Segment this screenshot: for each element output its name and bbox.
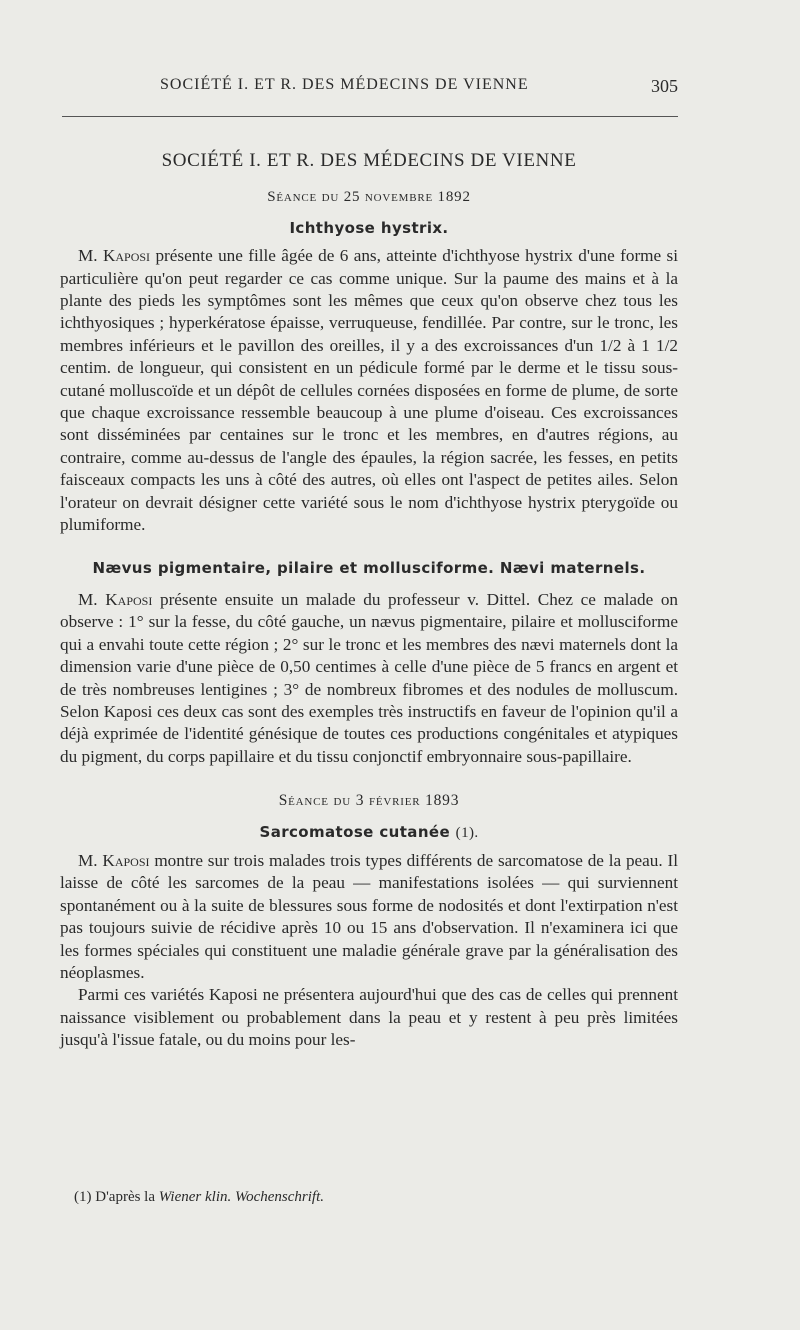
author-prefix: M. <box>78 589 98 609</box>
section-title-ichthyose: Ichthyose hystrix. <box>289 218 449 237</box>
session-date-1 <box>60 186 678 208</box>
main-content <box>60 150 678 1052</box>
session-month: février <box>368 792 421 810</box>
paragraph-text: présente ensuite un malade du professeur v. Dittel. Chez ce malade on observe : 1° sur la fesse, du côté gauche, un nævus pigmentaire, pilaire et mollusciforme qui a envahi toute cette région ; 2° sur le tronc et les membres des nævi maternels dont la dimension varie d'une pièce de 0,50 centimes à celle d'une pièce de 5 francs en argent et de très nombreuses lentigines ; 3° de nombreux fibromes et des nodules de molluscum. Selon Kaposi ces deux cas sont des exemples très instructifs en faveur de l'opinion qu'il a déjà exprimée de l'identité génésique de toutes ces productions congénitales et atypiques du pigment, du corps papillaire et du tissu conjonctif embryonnaire sous-papillaire. <box>60 589 679 766</box>
footnote-prefix: D'après la <box>95 1189 156 1205</box>
header-rule <box>62 116 678 117</box>
session-date-2 <box>60 790 678 812</box>
paragraph-text: présente une fille âgée de 6 ans, atteinte d'ichthyose hystrix d'une forme si particulière qu'on peut regarder ce cas comme unique. Sur la paume des mains et à la plante des pieds les symptômes sont les mêmes que ceux qu'on observe chez tous les ichthyosiques ; hyperkératose épaisse, verruqueuse, fendillée. Par contre, sur le tronc, les membres inférieurs et le pavillon des oreilles, il y a des excroissances d'un 1/2 à 1 1/2 centim. de longueur, qui consistent en un pédicule formé par le derme et le tissu sous-cutané molluscoïde et un dépôt de cellules cornées disposées en forme de plume, de sorte que chaque excroissance ressemble beaucoup à une plume d'oiseau. Ces excroissances sont disséminées par centaines sur le tronc et les membres, en d'autres régions, au contraire, comme au-dessus de l'angle des épaules, la région sacrée, les fesses, en petits faisceaux compacts les uns à côté des autres, où elles ont l'aspect de petites ailes. Selon l'orateur on devrait désigner cette variété sous le nom d'ichthyose hystrix pterygoïde ou plumiforme. <box>60 246 679 535</box>
footnote-reference: (1). <box>455 824 479 841</box>
session-day: 25 <box>343 189 361 206</box>
session-month: novembre <box>364 189 433 206</box>
session-year: 1893 <box>425 792 460 810</box>
section-title-sarcomatose <box>60 821 678 844</box>
footnote-number: (1) <box>74 1189 92 1205</box>
footnote <box>74 1189 674 1206</box>
spacer <box>60 768 678 790</box>
session-du: du <box>333 792 351 810</box>
running-title: SOCIÉTÉ I. ET R. DES MÉDECINS DE VIENNE <box>160 76 529 93</box>
paragraph-sarcomatose <box>60 850 678 984</box>
paragraph-naevus <box>60 589 678 768</box>
session-year: 1892 <box>437 189 471 206</box>
page-number: 305 <box>651 76 678 96</box>
spacer <box>60 537 678 557</box>
session-day: 3 <box>355 792 365 810</box>
author-name: Kaposi <box>105 589 153 609</box>
paragraph-ichthyose <box>60 245 678 536</box>
author-prefix: M. <box>78 246 98 266</box>
paragraph-varietes: Parmi ces variétés Kaposi ne présentera aujourd'hui que des cas de celles qui prennent naissance visiblement ou probablement dans la peau et y restent à peu près limitées jusqu'à l'issue fatale, ou du moins pour les- <box>60 985 678 1050</box>
running-head <box>60 76 678 104</box>
author-prefix: M. <box>78 850 98 870</box>
paragraph-text: montre sur trois malades trois types différents de sarcomatose de la peau. Il laisse de côté les sarcomes de la peau — manifestations isolées — qui surviennent spontanément ou à la suite de blessures sous forme de nodosités et dont l'extirpation n'est pas toujours suivie de récidive après 10 ou 15 ans d'observation. Il n'examinera ici que les formes spéciales qui constituent une maladie générale grave par la généralisation des néoplasmes. <box>60 850 678 982</box>
section-title-text: Sarcomatose cutanée <box>259 822 451 841</box>
footnote-source: Wiener klin. Wochenschrift. <box>158 1189 325 1205</box>
author-name: Kaposi <box>102 850 150 870</box>
session-word: Séance <box>267 189 318 206</box>
session-du: du <box>321 189 340 206</box>
author-name: Kaposi <box>102 246 151 266</box>
section-title-naevus: Nævus pigmentaire, pilaire et mollusciforme. Nævi maternels. <box>92 558 646 577</box>
session-word: Séance <box>278 792 329 810</box>
main-title: SOCIÉTÉ I. ET R. DES MÉDECINS DE VIENNE <box>161 150 577 171</box>
